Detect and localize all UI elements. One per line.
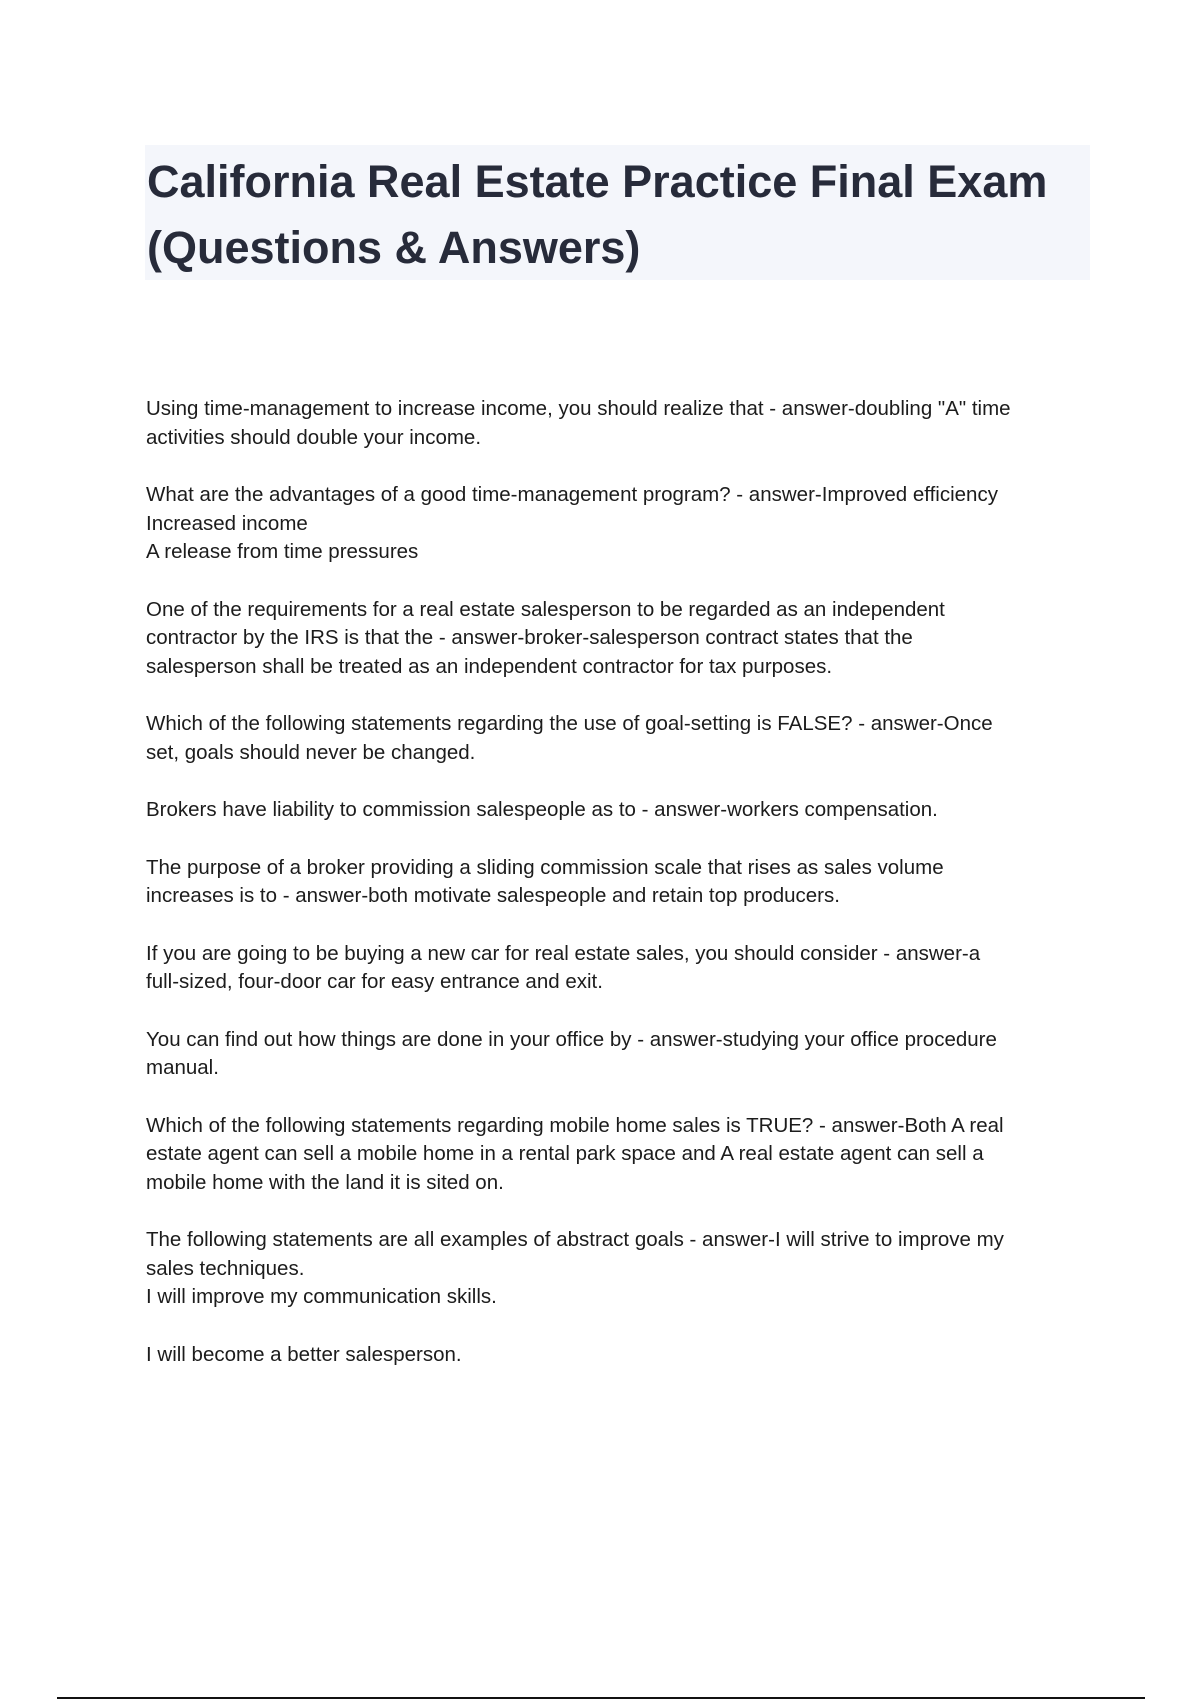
qa-line: I will improve my communication skills. [146, 1285, 497, 1308]
qa-line: The following statements are all examples of abstract goals - answer-I will strive to improve my [146, 1228, 1004, 1251]
qa-item [146, 1026, 1091, 1083]
qa-item [146, 481, 1091, 567]
qa-item [146, 1112, 1091, 1198]
qa-line: contractor by the IRS is that the - answer-broker-salesperson contract states that the [146, 626, 913, 649]
qa-line: I will become a better salesperson. [146, 1342, 462, 1366]
qa-line: What are the advantages of a good time-management program? - answer-Improved efficiency [146, 483, 998, 506]
qa-line: A release from time pressures [146, 540, 419, 563]
qa-line: The purpose of a broker providing a sliding commission scale that rises as sales volume [146, 855, 944, 879]
qa-line: sales techniques. [146, 1256, 305, 1280]
qa-item [146, 596, 1091, 682]
qa-item [146, 940, 1091, 997]
qa-item [146, 854, 1091, 911]
title-band [145, 145, 1090, 280]
qa-line: Which of the following statements regarding mobile home sales is TRUE? - answer-Both A real [146, 1113, 1004, 1137]
qa-line: set, goals should never be changed. [146, 740, 476, 764]
qa-line: One of the requirements for a real estate salesperson to be regarded as an independent [146, 597, 945, 621]
footer-divider [57, 1697, 1145, 1699]
qa-line: estate agent can sell a mobile home in a rental park space and A real estate agent can sell a [146, 1142, 984, 1165]
qa-line: mobile home with the land it is sited on. [146, 1170, 504, 1194]
qa-line: salesperson shall be treated as an independent contractor for tax purposes. [146, 654, 833, 678]
qa-line: Using time-management to increase income, you should realize that - answer-doubling "A" time [146, 397, 1011, 420]
qa-item [146, 710, 1091, 767]
qa-line: Increased income [146, 511, 308, 535]
qa-line: If you are going to be buying a new car for real estate sales, you should consider - answer-a [146, 941, 981, 965]
qa-item [146, 1226, 1091, 1312]
qa-line: full-sized, four-door car for easy entrance and exit. [146, 970, 603, 993]
qa-line: Which of the following statements regarding the use of goal-setting is FALSE? - answer-Once [146, 712, 993, 735]
qa-item [146, 1341, 1091, 1370]
page-title-line-1: California Real Estate Practice Final Exam [147, 156, 1048, 207]
qa-list [146, 395, 1091, 1398]
page-title-line-2: (Questions & Answers) [147, 222, 641, 273]
qa-line: Brokers have liability to commission salespeople as to - answer-workers compensation. [146, 798, 938, 821]
qa-line: manual. [146, 1056, 219, 1079]
qa-line: You can find out how things are done in your office by - answer-studying your office procedure [146, 1027, 997, 1051]
qa-line: increases is to - answer-both motivate salespeople and retain top producers. [146, 884, 840, 907]
qa-item [146, 796, 1091, 825]
qa-line: activities should double your income. [146, 425, 482, 449]
page-title [147, 145, 1090, 281]
qa-item [146, 395, 1091, 452]
